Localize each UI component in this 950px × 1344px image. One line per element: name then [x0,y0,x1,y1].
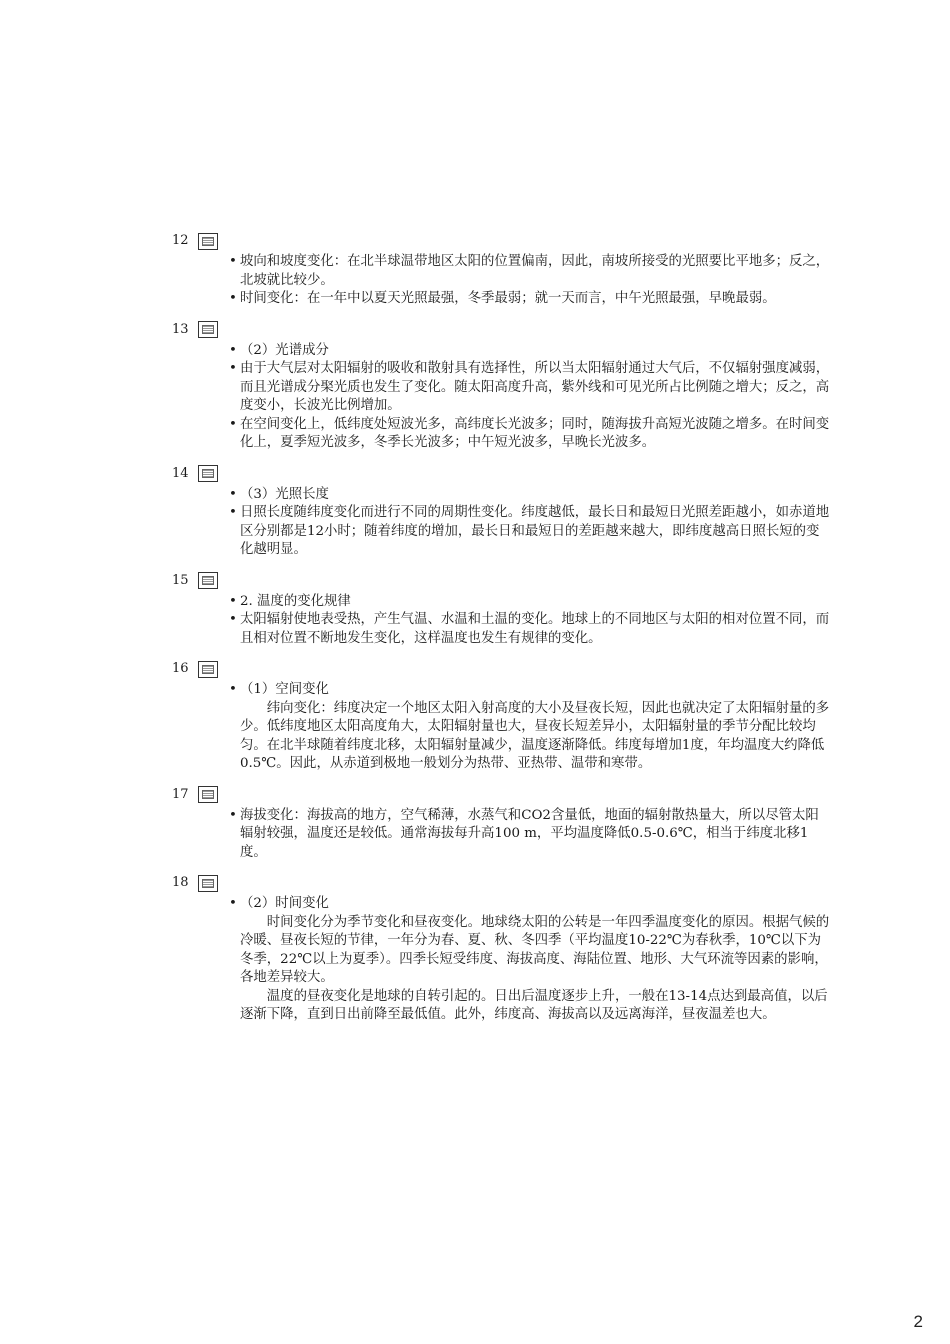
slide-thumbnail-icon[interactable] [198,321,218,338]
bullet-item [229,681,832,700]
bullet-list [229,895,832,1025]
page-number: 2 [913,1312,923,1331]
bullet-icon: • [229,486,237,502]
slide-notes-block [172,318,832,453]
bullet-item [229,253,832,290]
bullet-item [229,807,832,863]
bullet-icon: • [229,505,237,520]
bullet-list [229,681,832,774]
bullet-text: （3）光照长度 [240,486,329,502]
slide-notes-block [172,569,832,649]
slide-number: 17 [172,786,189,802]
bullet-icon: • [229,612,237,627]
slide-header [172,657,832,681]
indented-paragraph: 纬向变化：纬度决定一个地区太阳入射高度的大小及昼夜长短，因此也就决定了太阳辐射量的多少。低纬度地区太阳高度角大，太阳辐射量也大，昼夜长短差异小，太阳辐射量的季节分配比较均匀。在北半球随着纬度北移，太阳辐射量减少，温度逐渐降低。纬度每增加1度，年均温度大约降低0.5℃。因此，从赤道到极地一般划分为热带、亚热带、温带和寒带。 [240,700,830,771]
slide-thumbnail-icon[interactable] [198,661,218,678]
slide-thumbnail-icon[interactable] [198,233,218,250]
bullet-item [229,504,832,560]
slide-header [172,462,832,486]
slide-thumbnail-icon[interactable] [198,875,218,892]
bullet-text: 在空间变化上，低纬度处短波光多，高纬度长光波多；同时，随海拔升高短光波随之增多。在时间变化上，夏季短光波多，冬季长光波多；中午短光波多，早晚长光波多。 [240,416,830,450]
bullet-icon: • [229,593,237,609]
bullet-icon: • [229,416,237,432]
bullet-item [229,611,832,648]
bullet-item [229,895,832,914]
bullet-list [229,593,832,649]
bullet-icon: • [229,807,237,823]
bullet-list [229,486,832,560]
bullet-text: 太阳辐射使地表受热，产生气温、水温和土温的变化。地球上的不同地区与太阳的相对位置不同，而且相对位置不断地发生变化，这样温度也发生有规律的变化。 [240,612,830,646]
slide-thumbnail-icon[interactable] [198,465,218,482]
bullet-text: 日照长度随纬度变化而进行不同的周期性变化。纬度越低，最长日和最短日光照差距越小，如赤道地区分别都是12小时；随着纬度的增加，最长日和最短日的差距越来越大，即纬度越高日照长短的变化越明显。 [240,505,830,557]
bullet-text: 2. 温度的变化规律 [240,593,351,609]
bullet-text: （2）时间变化 [240,896,329,911]
slide-notes-block [172,871,832,1025]
bullet-text: 时间变化：在一年中以夏天光照最强，冬季最弱；就一天而言，中午光照最强，早晚最弱。 [240,291,776,306]
notes-content [172,229,832,1034]
slide-header [172,318,832,342]
bullet-icon: • [229,682,237,697]
slide-header [172,783,832,807]
indented-paragraph: 温度的昼夜变化是地球的自转引起的。日出后温度逐步上升，一般在13-14点达到最高值，以后逐渐下降，直到日出前降至最低值。此外，纬度高、海拔高以及远离海洋，昼夜温差也大。 [240,988,828,1022]
bullet-item [229,360,832,416]
indented-paragraph: 时间变化分为季节变化和昼夜变化。地球绕太阳的公转是一年四季温度变化的原因。根据气候的冷暖、昼夜长短的节律，一年分为春、夏、秋、冬四季（平均温度10-22℃为春秋季，10℃以下为冬季，22℃以上为夏季）。四季长短受纬度、海拔高度、海陆位置、地形、大气环流等因素的影响，各地差异较大。 [240,914,830,985]
bullet-item [229,416,832,453]
bullet-list [229,342,832,453]
bullet-list [229,253,832,309]
bullet-item [229,342,832,361]
slide-notes-block [172,783,832,863]
bullet-icon: • [229,342,237,358]
slide-number: 18 [172,875,189,890]
slide-number: 13 [172,321,189,337]
bullet-text: 坡向和坡度变化：在北半球温带地区太阳的位置偏南，因此，南坡所接受的光照要比平地多；反之，北坡就比较少。 [240,254,830,288]
slide-thumbnail-icon[interactable] [198,572,218,589]
slide-notes-block [172,229,832,309]
slide-number: 12 [172,233,189,248]
bullet-item [229,290,832,309]
slide-notes-block [172,657,832,774]
bullet-icon: • [229,896,237,911]
slide-header [172,229,832,253]
slide-header [172,871,832,895]
bullet-text: 海拔变化：海拔高的地方，空气稀薄，水蒸气和CO2含量低，地面的辐射散热量大，所以尽管太阳辐射较强，温度还是较低。通常海拔每升高100 m，平均温度降低0.5-0.6℃，相当于纬度北移1度。 [240,807,819,860]
bullet-item [229,486,832,505]
bullet-item [229,593,832,612]
slide-notes-block [172,462,832,560]
slide-number: 15 [172,572,189,588]
bullet-icon: • [229,361,237,376]
slide-thumbnail-icon[interactable] [198,786,218,803]
slide-number: 14 [172,465,189,481]
bullet-text: （2）光谱成分 [240,342,329,358]
slide-number: 16 [172,661,189,676]
bullet-icon: • [229,254,237,269]
bullet-text: 由于大气层对太阳辐射的吸收和散射具有选择性，所以当太阳辐射通过大气后，不仅辐射强度减弱，而且光谱成分棸光质也发生了变化。随太阳高度升高，紫外线和可见光所占比例随之增大；反之，高度变小，长波光比例增加。 [240,361,830,413]
bullet-text: （1）空间变化 [240,682,329,697]
slide-header [172,569,832,593]
bullet-list [229,807,832,863]
bullet-icon: • [229,291,237,306]
